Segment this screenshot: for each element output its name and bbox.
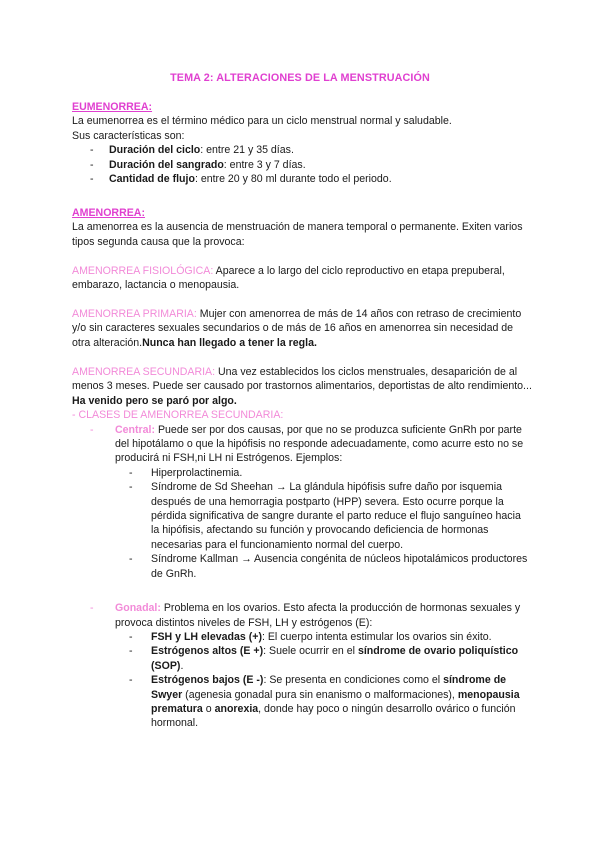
list-item: - Estrógenos bajos (E -): Se presenta en condiciones como el síndrome de Swyer (agenesia gonadal pura sin enanismo o malformaciones), menopausia prematura o anorexia, donde hay poco o ningún desarrollo ovárico o función hormonal. (115, 673, 532, 731)
secundaria-bold: Ha venido pero se paró por algo. (72, 394, 237, 407)
amenorrea-secundaria (72, 365, 532, 731)
gonadal-text: Problema en los ovarios. Esto afecta la producción de hormonas sexuales y provoca distintos niveles de FSH, LH y estrógenos (E): (115, 602, 521, 629)
clases-heading: - CLASES DE AMENORREA SECUNDARIA: (72, 409, 284, 422)
primaria-label: AMENORREA PRIMARIA: (72, 308, 197, 320)
secundaria-label: AMENORREA SECUNDARIA: (72, 366, 216, 378)
secundaria-text: Una vez establecidos los ciclos menstruales, desaparición de al menos 3 meses. Puede ser causado por trastornos alimentarios, deportistas de alto rendimiento... (72, 366, 532, 393)
gonadal-items (115, 630, 532, 731)
fisiologica-text: Aparece a lo largo del ciclo reproductivo en etapa prepuberal, embarazo, lactancia o menopausia. (72, 265, 505, 292)
list-item: - FSH y LH elevadas (+): El cuerpo intenta estimular los ovarios sin éxito. (115, 630, 532, 644)
amenorrea-intro: La amenorrea es la ausencia de menstruación de manera temporal o permanente. Exiten varios tipos segunda causa que la provoca: (72, 221, 523, 248)
list-item: - Duración del sangrado: entre 3 y 7 días. (72, 158, 532, 172)
eumenorrea-lead: Sus características son: (72, 129, 185, 142)
list-item-central (90, 423, 532, 581)
fisiologica-label: AMENORREA FISIOLÓGICA: (72, 265, 214, 277)
list-item: - Síndrome Kallman → Ausencia congénita de núcleos hipotalámicos productores de GnRh. (115, 552, 532, 581)
primaria-text: Mujer con amenorrea de más de 14 años con retraso de crecimiento y/o sin caracteres sexuales secundarios o de más de 16 años en amenorrea sin necesidad de otra alteración. (72, 308, 522, 349)
central-examples (115, 466, 532, 581)
list-item: - Estrógenos altos (E +): Suele ocurrir en el síndrome de ovario poliquístico (SOP). (115, 644, 532, 673)
clases-list (90, 423, 532, 731)
eumenorrea-heading: EUMENORREA: (72, 101, 153, 113)
amenorrea-primaria (72, 307, 532, 350)
amenorrea-heading: AMENORREA: (72, 207, 145, 219)
list-item-gonadal (90, 601, 532, 731)
gonadal-label: Gonadal: (115, 602, 161, 615)
eumenorrea-intro: La eumenorrea es el término médico para un ciclo menstrual normal y saludable. (72, 115, 452, 128)
page-title: TEMA 2: ALTERACIONES DE LA MENSTRUACIÓN (170, 72, 430, 84)
list-item: - Cantidad de flujo: entre 20 y 80 ml durante todo el periodo. (72, 172, 532, 186)
eumenorrea-list (72, 143, 532, 186)
list-item: - Duración del ciclo: entre 21 y 35 días. (72, 143, 532, 157)
central-label: Central: (115, 423, 156, 436)
list-item: - Hiperprolactinemia. (115, 466, 532, 480)
primaria-bold: Nunca han llegado a tener la regla. (142, 336, 317, 349)
central-text: Puede ser por dos causas, por que no se produzca suficiente GnRh por parte del hipotálamo o que la hipófisis no responde adecuadamente, como acurre esto no se producirá ni FSH,ni LH ni Estrógenos. Ejemplos: (115, 423, 524, 465)
amenorrea-section (72, 206, 532, 249)
eumenorrea-section (72, 100, 532, 186)
list-item: - Síndrome de Sd Sheehan → La glándula hipófisis sufre daño por isquemia después de una hemorragia postparto (HPP) severa. Esto ocurre porque la pérdida significativa de sangre durante el parto reduce el flujo sanguíneo hacia la hipófisis, afectando su función y provocando deficiencia de hormonas necesarias para el funcionamiento normal del cuerpo. (115, 480, 532, 552)
amenorrea-fisiologica (72, 264, 532, 293)
